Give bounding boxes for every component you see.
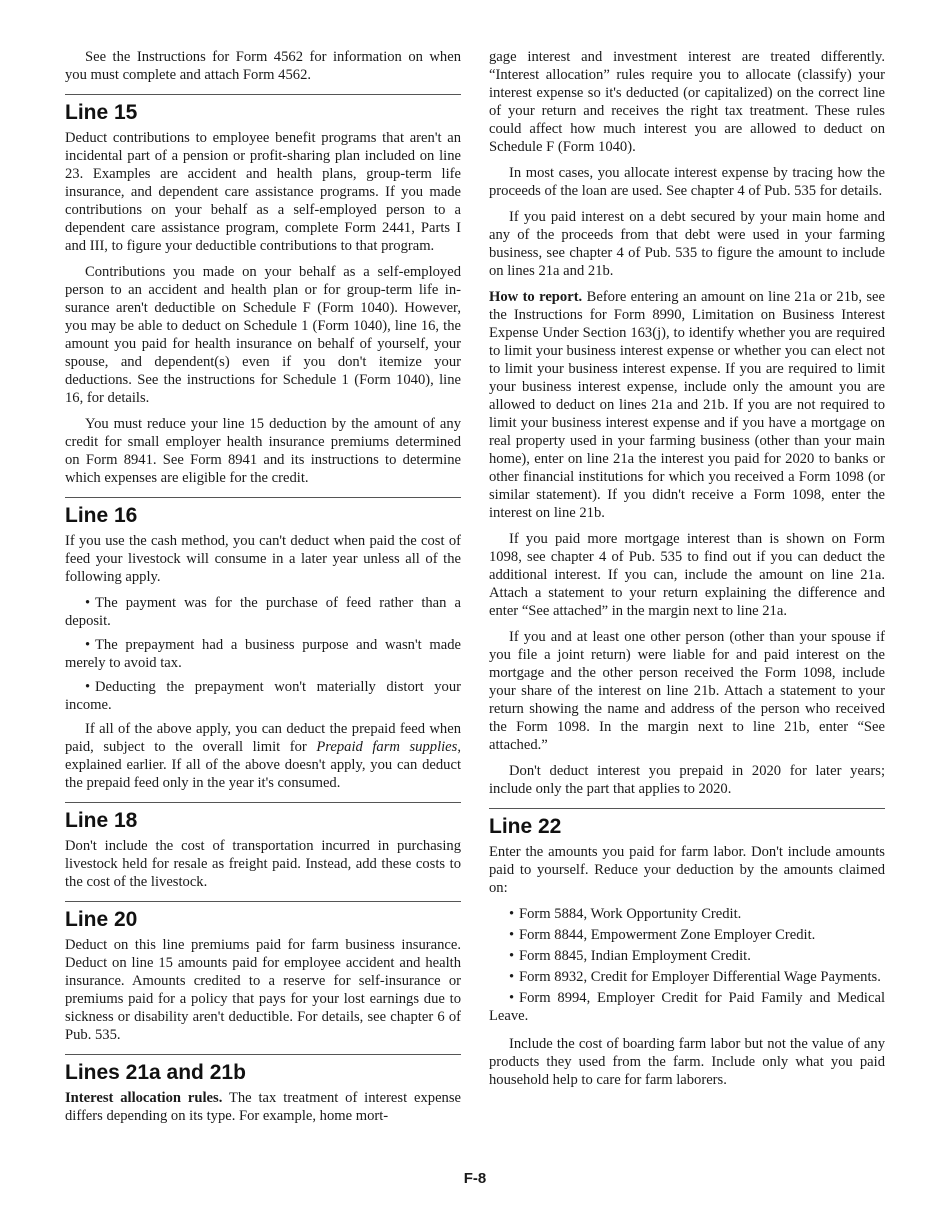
section-divider — [65, 802, 461, 803]
left-column — [65, 48, 461, 1133]
credit-forms-list — [489, 905, 885, 1025]
bullet-icon: • — [85, 637, 91, 653]
section-divider — [65, 901, 461, 902]
line-18-heading: Line 18 — [65, 809, 138, 832]
section-divider — [65, 94, 461, 95]
bullet-icon: • — [509, 906, 515, 922]
main-home-paragraph: If you paid interest on a debt secured by your main home and any of the proceeds from that debt were used in your farming business, see chapter 4 of Pub. 535 to figure the amount to include on lines 21a and 21b. — [489, 209, 885, 279]
prepaid-interest-paragraph: Don't deduct interest you prepaid in 2020 for later years; include only the part that applies to 2020. — [489, 763, 885, 797]
bullet-icon: • — [509, 927, 515, 943]
bullet-icon: • — [509, 948, 515, 964]
line-16-bullet: • The prepayment had a business purpose and wasn't made merely to avoid tax. — [65, 637, 461, 671]
bullet-icon: • — [85, 679, 91, 695]
interest-allocation-paragraph: Interest allocation rules. The tax treatment of interest expense differs depending on its type. For example, home mort- — [65, 1090, 461, 1124]
list-item: • Form 8994, Employer Credit for Paid Family and Medical Leave. — [489, 990, 885, 1024]
line-20-heading: Line 20 — [65, 908, 138, 931]
line-22-paragraph-1: Enter the amounts you paid for farm labor. Don't include amounts paid to yourself. Reduce your deduction by the amounts claimed on: — [489, 844, 885, 896]
line-16-heading: Line 16 — [65, 504, 138, 527]
tracing-paragraph: In most cases, you allocate interest expense by tracing how the proceeds of the loan are used. See chapter 4 of Pub. 535 for details. — [489, 165, 885, 199]
bullet-icon: • — [85, 595, 91, 611]
list-item: • Form 8844, Empowerment Zone Employer Credit. — [509, 927, 816, 943]
list-item: • Form 8932, Credit for Employer Differential Wage Payments. — [509, 969, 881, 985]
prepaid-farm-supplies-reference: Prepaid farm supplies — [316, 739, 458, 755]
section-divider — [65, 1054, 461, 1055]
interest-allocation-continued: gage interest and investment interest are treated differently. “Interest allocation” rules require you to allocate (classify) your interest expense so it's deducted (or capitalized) on the correct line of your return and receives the right tax treatment. These rules could affect how much interest you are allowed to deduct on Schedule F (Form 1040). — [489, 49, 885, 155]
line-16-paragraph-2: If all of the above apply, you can deduct the prepaid feed when paid, subject to the overall limit for Prepaid farm supplies, explained earlier. If all of the above doesn't apply, you can deduct the prepaid feed only in the year it's consumed. — [65, 721, 461, 791]
line-15-paragraph-2: Contributions you made on your behalf as a self-employed person to an accident and health plan or for group-term life insurance aren't deductible on Schedule F (Form 1040). However, you may be able to deduct on Schedule 1 (Form 1040), line 16, the amount you paid for health insurance on behalf of yourself, your spouse, and dependent(s) even if you don't itemize your deductions. See the instructions for Schedule 1 (Form 1040), line 16, for details. — [65, 264, 461, 406]
section-divider — [489, 808, 885, 809]
bullet-icon: • — [509, 990, 515, 1006]
more-mortgage-interest-paragraph: If you paid more mortgage interest than is shown on Form 1098, see chapter 4 of Pub. 535 to find out if you can deduct the additional interest. If you can, include the amount on line 21a. Attach a statement to your return explaining the difference and enter “See attached” in the margin next to line 21a. — [489, 531, 885, 619]
joint-liability-paragraph: If you and at least one other person (other than your spouse if you file a joint return) were liable for and paid interest on the mortgage and the other person received the Form 1098, include your share of the interest on line 21b. Attach a statement to your return showing the name and address of the person who received the Form 1098. In the margin next to line 21b, enter “See attached.” — [489, 629, 885, 753]
line-22-heading: Line 22 — [489, 815, 562, 838]
how-to-report-lead: How to report. — [489, 289, 583, 305]
line-15-paragraph-1: Deduct contributions to employee benefit programs that aren't an incidental part of a pension or profit-sharing plan included on line 23. Examples are accident and health plans, group-term life insurance, and dependent care assistance programs. If you made contributions on your behalf as a self-employed person to a dependent care assistance program, complete Form 2441, Parts I and III, to figure your deductible contributions to that program. — [65, 130, 461, 254]
line-15-paragraph-3: You must reduce your line 15 deduction by the amount of any credit for small employer health insurance premiums determined on Form 8941. See Form 8941 and its instructions to determine which expenses are eligible for the credit. — [65, 416, 461, 486]
line-16-bullet: • Deducting the prepayment won't materially distort your income. — [65, 679, 461, 713]
bullet-icon: • — [509, 969, 515, 985]
interest-allocation-lead: Interest allocation rules. — [65, 1090, 223, 1106]
right-column — [489, 48, 885, 1097]
line-15-heading: Line 15 — [65, 101, 138, 124]
line-16-paragraph-1: If you use the cash method, you can't deduct when paid the cost of feed your livestock will consume in a later year unless all of the following apply. — [65, 533, 461, 585]
list-item: • Form 8845, Indian Employment Credit. — [509, 948, 751, 964]
line-22-paragraph-2: Include the cost of boarding farm labor but not the value of any products they used from the farm. Include only what you paid household help to care for farm laborers. — [489, 1036, 885, 1088]
how-to-report-paragraph: How to report. Before entering an amount on line 21a or 21b, see the Instructions for Form 8990, Limitation on Business Interest Expense Under Section 163(j), to identify whether you are required to limit your business interest expense or whether you can elect not to limit your business interest expense. If you are required to limit your business interest expense, include only the amount you are allowed to deduct on lines 21a and 21b. If you are not required to limit your business interest expense and if you have a mortgage on real property used in your farming business (other than your main home), enter on line 21a the interest you paid for 2020 to banks or other financial institutions for which you received a Form 1098 (or similar statement). If you didn't receive a Form 1098, enter the interest on line 21b. — [489, 289, 885, 521]
page-number: F-8 — [463, 1170, 487, 1187]
section-divider — [65, 497, 461, 498]
list-item: • Form 5884, Work Opportunity Credit. — [509, 906, 742, 922]
line-16-bullet: • The payment was for the purchase of feed rather than a deposit. — [65, 595, 461, 629]
line-20-paragraph: Deduct on this line premiums paid for farm business insurance. Deduct on line 15 amounts paid for employee accident and health insurance. Amounts credited to a reserve for self-insurance or premiums paid for a policy that pays for your lost earnings due to sickness or disability aren't deductible. For details, see chapter 6 of Pub. 535. — [65, 937, 461, 1043]
intro-paragraph: See the Instructions for Form 4562 for information on when you must complete and attach Form 4562. — [65, 49, 461, 83]
line-18-paragraph: Don't include the cost of transportation incurred in purchasing livestock held for resale as freight paid. Instead, add these costs to the cost of the livestock. — [65, 838, 461, 890]
lines-21a-21b-heading: Lines 21a and 21b — [65, 1061, 246, 1084]
